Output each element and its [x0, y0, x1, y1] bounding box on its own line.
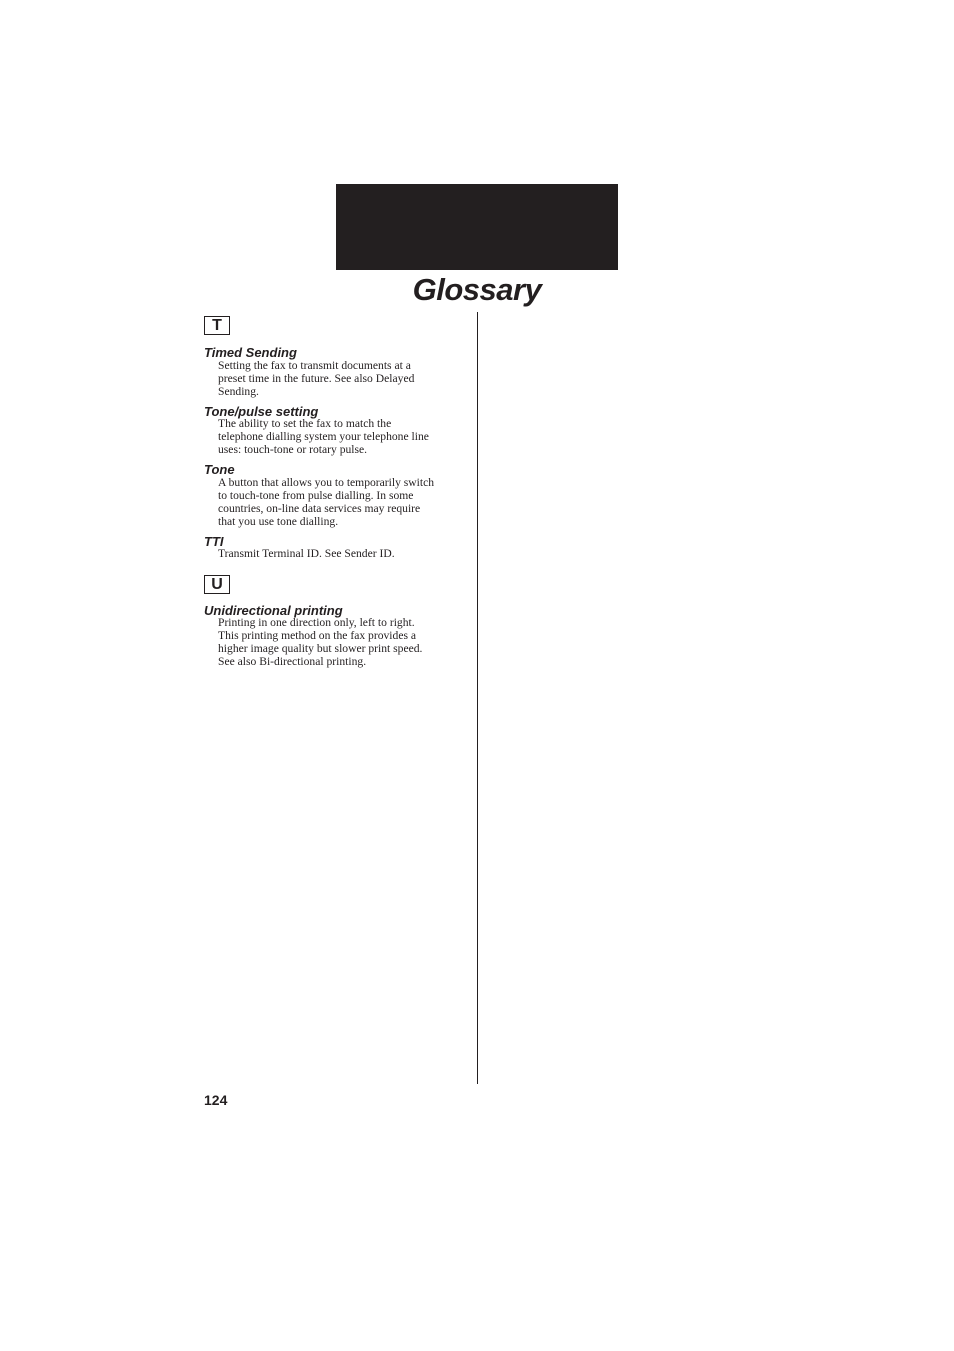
- glossary-term: Unidirectional printing: [204, 603, 343, 618]
- definition-line: Transmit Terminal ID. See Sender ID.: [218, 547, 395, 560]
- definition-line: Printing in one direction only, left to right.: [218, 616, 415, 629]
- definition-line: Sending.: [218, 384, 259, 398]
- glossary-definition: [218, 360, 470, 399]
- definition-line: that you use tone dialling.: [218, 514, 339, 528]
- glossary-definition: [218, 418, 470, 457]
- glossary-term: Tone/pulse setting: [204, 404, 319, 419]
- section-letter-t: T: [204, 316, 230, 335]
- column-divider: [477, 312, 478, 1084]
- section-letter-u: U: [204, 575, 230, 594]
- glossary-definition: [218, 477, 470, 529]
- definition-line: Setting the fax to transmit documents at a: [218, 359, 411, 372]
- definition-line: See also Bi-directional printing.: [218, 654, 367, 668]
- definition-line: uses: touch-tone or rotary pulse.: [218, 442, 368, 456]
- definition-line: higher image quality but slower print speed.: [218, 641, 423, 655]
- glossary-definition: [218, 548, 470, 561]
- definition-line: The ability to set the fax to match the: [218, 417, 392, 430]
- header-block: [336, 184, 618, 270]
- definition-line: countries, on-line data services may require: [218, 501, 421, 515]
- definition-line: telephone dialling system your telephone line: [218, 429, 429, 443]
- definition-line: A button that allows you to temporarily switch: [218, 476, 435, 489]
- glossary-term: Timed Sending: [204, 345, 297, 360]
- glossary-term: Tone: [204, 462, 235, 477]
- glossary-term: TTI: [204, 534, 224, 549]
- definition-line: This printing method on the fax provides a: [218, 628, 417, 642]
- page-title: Glossary: [412, 272, 542, 307]
- glossary-definition: [218, 617, 470, 669]
- definition-line: to touch-tone from pulse dialling. In some: [218, 488, 414, 502]
- page-number: 124: [204, 1092, 228, 1108]
- definition-line: preset time in the future. See also Delayed: [218, 371, 415, 385]
